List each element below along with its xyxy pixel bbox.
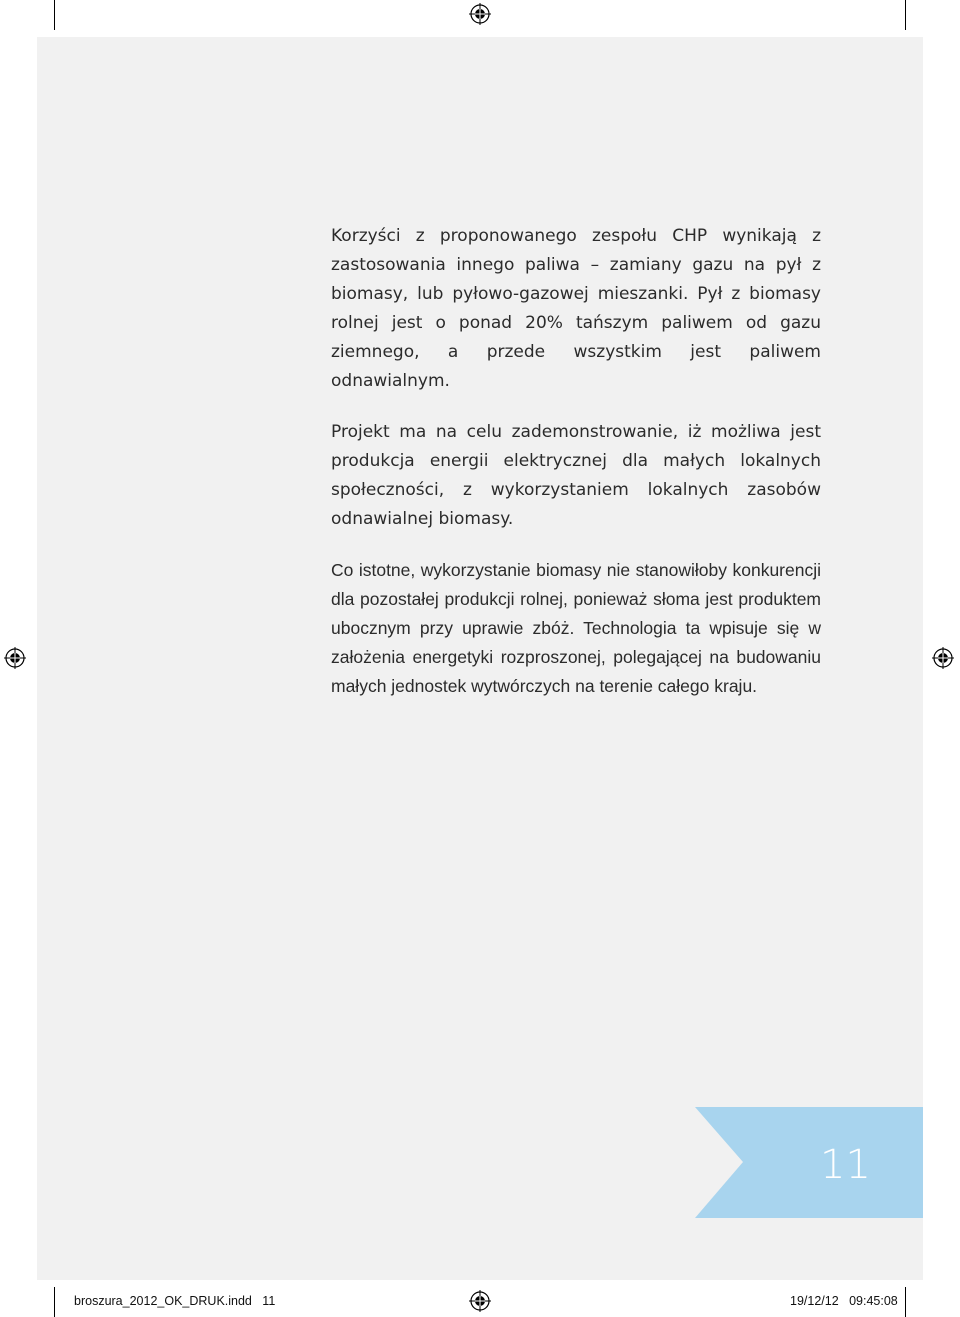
paragraph-benefits: Korzyści z proponowanego zespołu CHP wynikają z zastosowania innego paliwa – zamiany gazu na pył z biomasy, lub pyłowo-gazowej mieszanki. Pył z biomasy rolnej jest o ponad 20% tańszym paliwem od gazu ziemnego, a przede wszystkim jest paliwem odnawialnym. (331, 226, 821, 391)
crop-mark-top-right (905, 0, 906, 30)
page-number: 11 (820, 1142, 871, 1188)
registration-mark-icon (469, 1290, 491, 1312)
crop-mark-top-left (54, 0, 55, 30)
crop-mark-bottom-left (54, 1287, 55, 1317)
paragraph-importance: Co istotne, wykorzystanie biomasy nie stanowiłoby konkurencji dla pozostałej produkcji rolnej, ponieważ słoma jest produktem ubocznym przy uprawie zbóż. Technologia ta wpisuje się w założenia energetyki rozproszonej, polegającej na budowaniu małych jednostek wytwórczych na terenie całego kraju. (331, 560, 821, 696)
paragraph-project-goal: Projekt ma na celu zademonstrowanie, iż możliwa jest produkcja energii elektrycznej dla małych lokalnych społeczności, z wykorzystaniem lokalnych zasobów odnawialnej biomasy. (331, 422, 821, 529)
body-text (331, 222, 821, 723)
slug-datetime: 19/12/12 09:45:08 (790, 1294, 898, 1308)
registration-mark-icon (469, 3, 491, 25)
registration-mark-icon (932, 647, 954, 669)
page-number-tab (695, 1107, 923, 1218)
slug-file-label: broszura_2012_OK_DRUK.indd 11 (74, 1294, 276, 1308)
registration-mark-icon (4, 647, 26, 669)
crop-mark-bottom-right (905, 1287, 906, 1317)
